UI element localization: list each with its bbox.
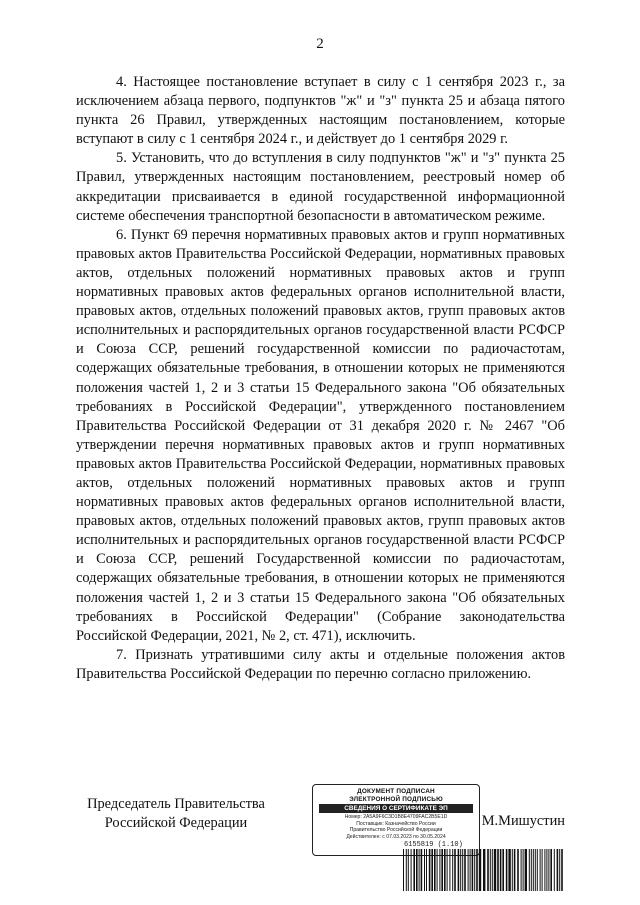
barcode-bar xyxy=(474,849,475,891)
barcode-bar xyxy=(406,849,407,891)
barcode-bar xyxy=(449,849,450,891)
barcode-bar xyxy=(540,849,541,891)
barcode-bar xyxy=(531,849,532,891)
paragraph-5: 5. Установить, что до вступления в силу подпунктов "ж" и "з" пункта 25 Правил, утвержденных настоящим постановлением, реестровый номер об аккредитации присваивается в единой государственной информационной системе обеспечения транспортной безопасности в автоматическом режиме. xyxy=(76,150,565,224)
barcode-bar xyxy=(533,849,534,891)
barcode-bar xyxy=(537,849,538,891)
barcode-bar xyxy=(497,849,499,891)
barcode-bar xyxy=(444,849,446,891)
stamp-issuer-line1: Поставщик: Казначейство России xyxy=(356,820,436,827)
barcode-bar xyxy=(476,849,478,891)
barcode-bar xyxy=(413,849,415,891)
barcode-bar xyxy=(554,849,555,891)
barcode-bar xyxy=(525,849,527,891)
barcode-bar xyxy=(550,849,552,891)
barcode-bar xyxy=(424,849,425,891)
barcode-bar xyxy=(429,849,431,891)
barcode-bar xyxy=(464,849,466,891)
barcode-bar xyxy=(426,849,427,891)
barcode-bar xyxy=(419,849,420,891)
barcode-bar xyxy=(470,849,471,891)
stamp-issuer-line2: Правительство Российской Федерации xyxy=(349,827,443,834)
barcode-bar xyxy=(447,849,448,891)
barcode-bar xyxy=(439,849,440,891)
stamp-certificate-header: СВЕДЕНИЯ О СЕРТИФИКАТЕ ЭП xyxy=(319,804,473,813)
barcode-bar xyxy=(561,849,563,891)
barcode-bar xyxy=(468,849,469,891)
barcode-bar xyxy=(521,849,522,891)
document-body xyxy=(76,73,565,684)
barcode-bar xyxy=(458,849,460,891)
paragraph-7: 7. Признать утратившими силу акты и отдельные положения актов Правительства Российской Федерации по перечню согласно приложению. xyxy=(76,646,565,682)
barcode-bar xyxy=(523,849,524,891)
signer-position-line1: Председатель Правительства xyxy=(87,796,265,812)
signer-position xyxy=(76,795,276,833)
barcode-bar xyxy=(502,849,504,891)
barcode-bar xyxy=(500,849,502,891)
barcode-image xyxy=(403,849,565,891)
signer-name: М.Мишустин xyxy=(481,813,565,829)
barcode-bar xyxy=(408,849,409,891)
barcode-bar xyxy=(494,849,496,891)
barcode-bar xyxy=(403,849,404,891)
barcode-bar xyxy=(437,849,438,891)
barcode-bar xyxy=(517,849,519,891)
barcode-bar xyxy=(479,849,481,891)
stamp-owner-line: Номер: 2A5A9F6C3D1B8E4709FAC2B5E1D xyxy=(344,814,448,820)
barcode-bar xyxy=(546,849,547,891)
barcode-bar xyxy=(544,849,545,891)
barcode-bar xyxy=(434,849,436,891)
barcode-bar xyxy=(512,849,513,891)
barcode-bar xyxy=(548,849,549,891)
barcode-bar xyxy=(452,849,453,891)
stamp-title-line2: ЭЛЕКТРОННОЙ ПОДПИСЬЮ xyxy=(349,795,443,803)
barcode-bar xyxy=(421,849,423,891)
barcode-bar xyxy=(508,849,510,891)
barcode-bar xyxy=(441,849,443,891)
barcode-label: 6155819 (1.10) xyxy=(404,841,463,849)
barcode-bar xyxy=(490,849,491,891)
paragraph-4: 4. Настоящее постановление вступает в силу с 1 сентября 2023 г., за исключением абзаца первого, подпунктов "ж" и "з" пункта 25 и абзаца пятого пункта 26 Правил, утвержденных настоящим постановлением, которые вступают в силу с 1 сентября 2024 г., и действует до 1 сентября 2029 г. xyxy=(76,74,565,148)
barcode-bar xyxy=(483,849,485,891)
stamp-title-line1: ДОКУМЕНТ ПОДПИСАН xyxy=(357,788,435,795)
stamp-validity-line: Действителен: с 07.03.2023 по 30.05.2024 xyxy=(346,834,446,841)
barcode-bar xyxy=(411,849,412,891)
page-number: 2 xyxy=(316,36,324,52)
barcode-bar xyxy=(529,849,530,891)
barcode-bar xyxy=(462,849,463,891)
barcode-bar xyxy=(416,849,418,891)
barcode-bar xyxy=(487,849,489,891)
barcode-bar xyxy=(472,849,474,891)
barcode-bar xyxy=(559,849,560,891)
barcode-bar xyxy=(506,849,508,891)
barcode-bar xyxy=(535,849,536,891)
barcode-bar xyxy=(492,849,493,891)
barcode-bar xyxy=(460,849,461,891)
barcode-bar xyxy=(557,849,559,891)
barcode-bar xyxy=(431,849,433,891)
signer-position-line2: Российской Федерации xyxy=(104,815,248,831)
signature-block xyxy=(76,788,565,855)
paragraph-6: 6. Пункт 69 перечня нормативных правовых актов и групп нормативных правовых актов Правительства Российской Федерации, нормативных правовых актов, отдельных положений нормативных правовых актов и групп нормативных правовых актов федеральных органов исполнительной власти, правовых актов, отдельных положений правовых актов, групп правовых актов исполнительных и распорядительных органов государственной власти РСФСР и Союза ССР, решений государственной комиссии по радиочастотам, содержащих обязательные требования, в отношении которых не применяются положения частей 1, 2 и 3 статьи 15 Федерального закона "Об обязательных требованиях в Российской Федерации", утвержденного постановлением Правительства Российской Федерации от 31 декабря 2020 г. № 2467 "Об утверждении перечня нормативных правовых актов и групп нормативных правовых актов Правительства Российской Федерации, нормативных правовых актов, отдельных положений нормативных правовых актов и групп нормативных правовых актов федеральных органов исполнительной власти, правовых актов, отдельных положений правовых актов, групп правовых актов исполнительных и распорядительных органов государственной власти РСФСР и Союза ССР, решений Государственной комиссии по радиочастотам, содержащих обязательные требования, в отношении которых не применяются положения частей 1, 2 и 3 статьи 15 Федерального закона "Об обязательных требованиях в Российской Федерации" (Собрание законодательства Российской Федерации, 2021, № 2, ст. 471), исключить. xyxy=(76,226,565,644)
barcode-bar xyxy=(514,849,516,891)
barcode-bar xyxy=(542,849,543,891)
barcode-bar xyxy=(454,849,456,891)
